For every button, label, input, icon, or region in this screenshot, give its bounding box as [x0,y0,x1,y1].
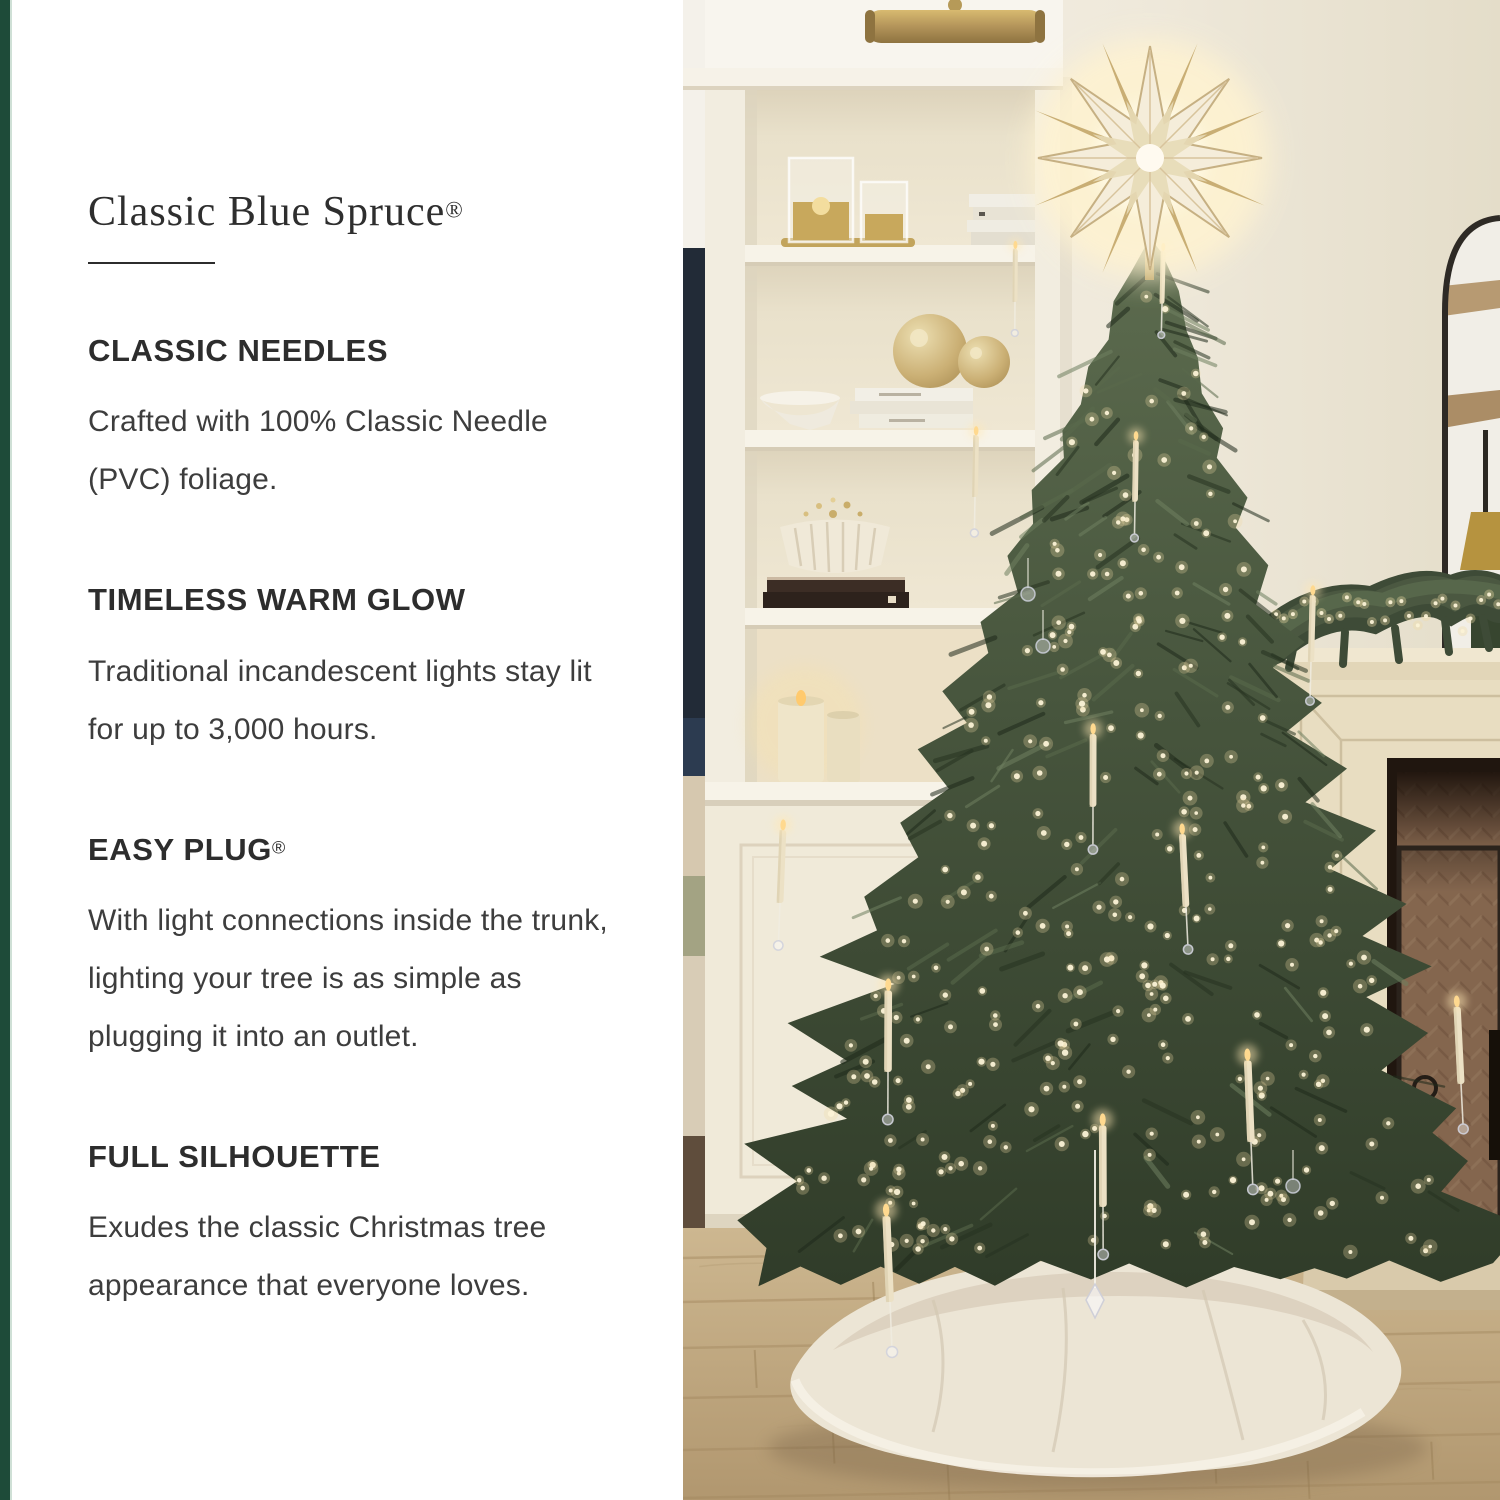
feature-section-full-silhouette [88,1138,643,1315]
product-title: Classic Blue Spruce® [88,189,463,235]
info-panel [12,0,683,1500]
section-heading: CLASSIC NEEDLES [88,333,389,369]
section-body: With light connections inside the trunk, lighting your tree is as simple as plugging it into an outlet. [88,903,608,1053]
dark-books [763,577,909,608]
feature-section-warm-glow [88,581,643,758]
lifestyle-photo [683,0,1500,1500]
section-body: Traditional incandescent lights stay lit for up to 3,000 hours. [88,654,592,746]
feature-section-easy-plug [88,831,643,1066]
accent-stripe [0,0,10,1500]
section-body: Exudes the classic Christmas tree appearance that everyone loves. [88,1211,547,1303]
feature-section-classic-needles [88,332,643,509]
section-heading: EASY PLUG® [88,831,286,867]
section-heading: FULL SILHOUETTE [88,1138,381,1174]
star-topper [1030,38,1270,278]
title-rule [88,262,215,264]
section-body: Crafted with 100% Classic Needle (PVC) foliage. [88,405,548,497]
white-books-top [967,194,1035,245]
white-book-stack [850,388,973,428]
registered-mark: ® [445,196,463,223]
registered-mark: ® [271,837,286,858]
section-heading: TIMELESS WARM GLOW [88,582,466,618]
pillar-candles [747,666,863,782]
